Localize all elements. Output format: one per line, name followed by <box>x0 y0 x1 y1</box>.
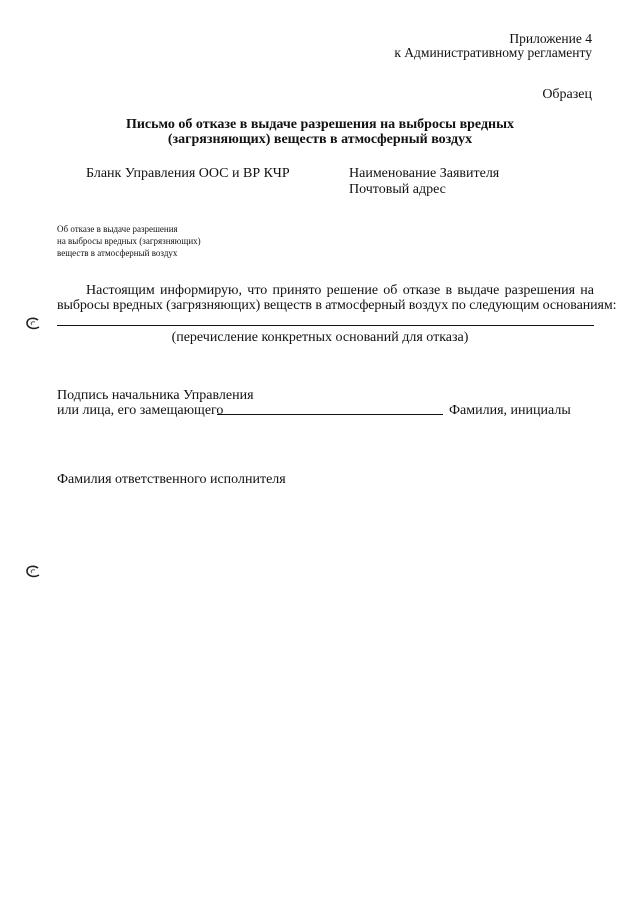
body-line-1: Настоящим информирую, что принято решение об отказе в выдаче разрешения на <box>86 283 594 298</box>
document-title-line-2: (загрязняющих) веществ в атмосферный воздух <box>167 132 473 147</box>
appendix-regulation: к Административному регламенту <box>394 45 592 60</box>
addressee-name: Наименование Заявителя <box>349 166 500 181</box>
punch-hole-mark-bottom <box>25 565 41 579</box>
grounds-line <box>57 325 594 326</box>
signature-label-line-1: Подпись начальника Управления <box>57 388 254 403</box>
letterhead-label: Бланк Управления ООС и ВР КЧР <box>86 166 290 181</box>
appendix-number: Приложение 4 <box>509 31 592 46</box>
punch-hole-mark-top <box>25 317 41 331</box>
subject-line-1: Об отказе в выдаче разрешения <box>57 224 178 234</box>
signer-name-label: Фамилия, инициалы <box>449 403 571 418</box>
grounds-caption: (перечисление конкретных оснований для отказа) <box>171 330 469 345</box>
document-title-line-1: Письмо об отказе в выдаче разрешения на выбросы вредных <box>125 117 515 132</box>
addressee-address: Почтовый адрес <box>349 182 446 197</box>
body-line-2: выбросы вредных (загрязняющих) веществ в атмосферный воздух по следующим основаниям: <box>57 298 617 313</box>
subject-line-2: на выбросы вредных (загрязняющих) <box>57 236 201 246</box>
executor-label: Фамилия ответственного исполнителя <box>57 472 286 487</box>
signature-label-line-2: или лица, его замещающего <box>57 403 224 418</box>
signature-line <box>217 414 443 415</box>
sample-label: Образец <box>542 87 592 102</box>
subject-line-3: веществ в атмосферный воздух <box>57 248 178 258</box>
